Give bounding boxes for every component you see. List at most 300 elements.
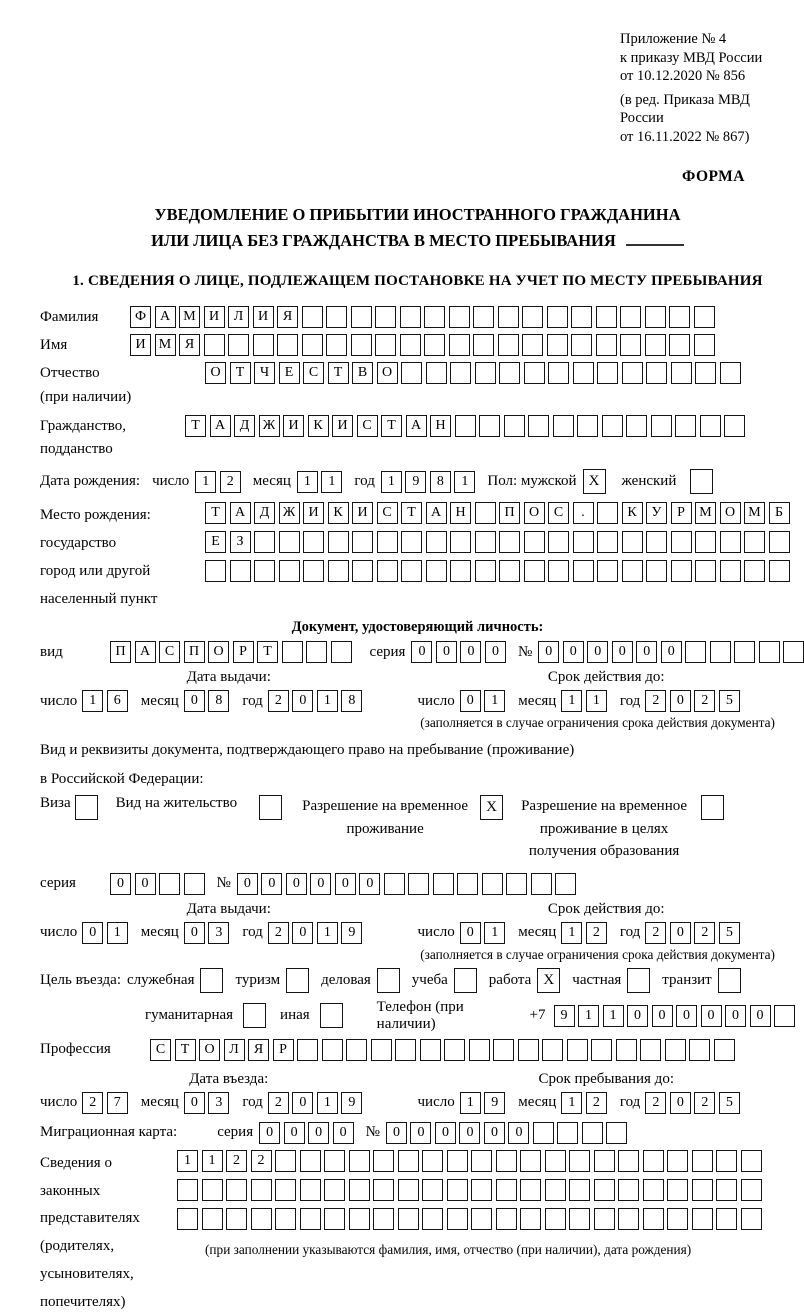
identity-doc-number-boxes[interactable] xyxy=(538,641,804,663)
char-box[interactable] xyxy=(504,415,525,437)
char-box[interactable]: О xyxy=(208,641,229,663)
char-box[interactable] xyxy=(618,1208,639,1230)
char-box[interactable] xyxy=(352,531,373,553)
char-box[interactable]: 0 xyxy=(627,1005,648,1027)
char-box[interactable]: 9 xyxy=(405,471,426,493)
char-box[interactable] xyxy=(254,560,275,582)
char-box[interactable] xyxy=(346,1039,367,1061)
char-box[interactable]: П xyxy=(499,502,520,524)
char-box[interactable]: Т xyxy=(205,502,226,524)
char-box[interactable] xyxy=(422,1208,443,1230)
char-box[interactable] xyxy=(400,306,421,328)
char-box[interactable]: Е xyxy=(279,362,300,384)
char-box[interactable]: 1 xyxy=(561,922,582,944)
char-box[interactable] xyxy=(302,306,323,328)
char-box[interactable]: 0 xyxy=(701,1005,722,1027)
char-box[interactable] xyxy=(275,1150,296,1172)
char-box[interactable]: А xyxy=(230,502,251,524)
identity-expiry-month-boxes[interactable] xyxy=(561,690,607,712)
char-box[interactable] xyxy=(774,1005,795,1027)
char-box[interactable] xyxy=(573,560,594,582)
char-box[interactable] xyxy=(724,415,745,437)
stay-month-boxes[interactable] xyxy=(561,1092,607,1114)
char-box[interactable]: 0 xyxy=(292,922,313,944)
char-box[interactable] xyxy=(447,1179,468,1201)
char-box[interactable] xyxy=(324,1179,345,1201)
char-box[interactable]: 0 xyxy=(587,641,608,663)
char-box[interactable]: А xyxy=(135,641,156,663)
char-box[interactable]: 1 xyxy=(578,1005,599,1027)
char-box[interactable] xyxy=(759,641,780,663)
char-box[interactable] xyxy=(744,531,765,553)
purpose-official-checkbox[interactable] xyxy=(200,968,223,993)
char-box[interactable] xyxy=(716,1150,737,1172)
char-box[interactable]: 0 xyxy=(110,873,131,895)
char-box[interactable] xyxy=(671,560,692,582)
char-box[interactable] xyxy=(251,1208,272,1230)
char-box[interactable]: И xyxy=(283,415,304,437)
entry-year-boxes[interactable] xyxy=(268,1092,363,1114)
char-box[interactable] xyxy=(498,334,519,356)
char-box[interactable]: Р xyxy=(233,641,254,663)
birth-month-boxes[interactable] xyxy=(297,471,343,493)
char-box[interactable] xyxy=(349,1179,370,1201)
char-box[interactable]: 0 xyxy=(652,1005,673,1027)
purpose-tourism-checkbox[interactable] xyxy=(286,968,309,993)
char-box[interactable]: 0 xyxy=(676,1005,697,1027)
char-box[interactable] xyxy=(669,306,690,328)
char-box[interactable] xyxy=(424,306,445,328)
char-box[interactable] xyxy=(597,531,618,553)
char-box[interactable] xyxy=(548,560,569,582)
char-box[interactable] xyxy=(714,1039,735,1061)
char-box[interactable]: О xyxy=(205,362,226,384)
char-box[interactable] xyxy=(496,1150,517,1172)
char-box[interactable] xyxy=(620,306,641,328)
char-box[interactable] xyxy=(455,415,476,437)
char-box[interactable] xyxy=(645,334,666,356)
char-box[interactable] xyxy=(557,1122,578,1144)
residence-issue-day-boxes[interactable] xyxy=(82,922,128,944)
identity-doc-series-boxes[interactable] xyxy=(411,641,506,663)
char-box[interactable] xyxy=(567,1039,588,1061)
char-box[interactable]: И xyxy=(332,415,353,437)
visa-checkbox[interactable] xyxy=(75,795,98,820)
char-box[interactable] xyxy=(279,531,300,553)
char-box[interactable] xyxy=(616,1039,637,1061)
char-box[interactable] xyxy=(475,531,496,553)
char-box[interactable] xyxy=(475,502,496,524)
char-box[interactable] xyxy=(303,560,324,582)
char-box[interactable] xyxy=(377,531,398,553)
char-box[interactable] xyxy=(375,334,396,356)
char-box[interactable] xyxy=(322,1039,343,1061)
char-box[interactable] xyxy=(420,1039,441,1061)
residence-expiry-year-boxes[interactable] xyxy=(645,922,740,944)
purpose-private-checkbox[interactable] xyxy=(627,968,650,993)
char-box[interactable] xyxy=(450,560,471,582)
char-box[interactable] xyxy=(184,873,205,895)
char-box[interactable] xyxy=(471,1150,492,1172)
purpose-humanitarian-checkbox[interactable] xyxy=(243,1003,266,1028)
char-box[interactable]: И xyxy=(204,306,225,328)
char-box[interactable]: К xyxy=(328,502,349,524)
char-box[interactable] xyxy=(449,334,470,356)
char-box[interactable] xyxy=(401,531,422,553)
char-box[interactable]: 2 xyxy=(251,1150,272,1172)
birth-day-boxes[interactable] xyxy=(195,471,241,493)
char-box[interactable]: 0 xyxy=(612,641,633,663)
char-box[interactable] xyxy=(545,1208,566,1230)
residence-doc-number-boxes[interactable] xyxy=(237,873,577,895)
residence-issue-year-boxes[interactable] xyxy=(268,922,363,944)
char-box[interactable] xyxy=(398,1179,419,1201)
char-box[interactable]: К xyxy=(308,415,329,437)
char-box[interactable]: . xyxy=(573,502,594,524)
char-box[interactable] xyxy=(569,1150,590,1172)
char-box[interactable] xyxy=(422,1150,443,1172)
char-box[interactable] xyxy=(531,873,552,895)
char-box[interactable] xyxy=(645,306,666,328)
char-box[interactable]: 1 xyxy=(177,1150,198,1172)
char-box[interactable]: А xyxy=(426,502,447,524)
birth-year-boxes[interactable] xyxy=(381,471,476,493)
char-box[interactable]: Я xyxy=(277,306,298,328)
char-box[interactable] xyxy=(499,531,520,553)
birth-place-boxes-row1[interactable] xyxy=(205,502,790,524)
sex-female-checkbox[interactable] xyxy=(690,469,713,494)
purpose-other-checkbox[interactable] xyxy=(320,1003,343,1028)
char-box[interactable]: Д xyxy=(234,415,255,437)
char-box[interactable]: 0 xyxy=(284,1122,305,1144)
char-box[interactable]: С xyxy=(150,1039,171,1061)
char-box[interactable]: К xyxy=(622,502,643,524)
char-box[interactable] xyxy=(695,560,716,582)
char-box[interactable] xyxy=(324,1150,345,1172)
char-box[interactable] xyxy=(373,1208,394,1230)
identity-expiry-day-boxes[interactable] xyxy=(460,690,506,712)
char-box[interactable]: И xyxy=(352,502,373,524)
char-box[interactable] xyxy=(569,1208,590,1230)
char-box[interactable] xyxy=(594,1179,615,1201)
firstname-boxes[interactable] xyxy=(130,334,715,356)
char-box[interactable]: Ж xyxy=(259,415,280,437)
char-box[interactable] xyxy=(326,306,347,328)
char-box[interactable] xyxy=(622,560,643,582)
char-box[interactable] xyxy=(226,1179,247,1201)
char-box[interactable] xyxy=(424,334,445,356)
char-box[interactable]: 1 xyxy=(107,922,128,944)
char-box[interactable] xyxy=(398,1208,419,1230)
identity-issue-month-boxes[interactable] xyxy=(184,690,230,712)
char-box[interactable] xyxy=(622,362,643,384)
char-box[interactable] xyxy=(469,1039,490,1061)
char-box[interactable] xyxy=(646,560,667,582)
char-box[interactable] xyxy=(205,560,226,582)
char-box[interactable] xyxy=(371,1039,392,1061)
char-box[interactable]: И xyxy=(253,306,274,328)
char-box[interactable] xyxy=(351,334,372,356)
char-box[interactable]: Р xyxy=(671,502,692,524)
char-box[interactable]: М xyxy=(179,306,200,328)
char-box[interactable]: 2 xyxy=(694,690,715,712)
char-box[interactable]: 5 xyxy=(719,922,740,944)
char-box[interactable] xyxy=(769,560,790,582)
char-box[interactable] xyxy=(528,415,549,437)
char-box[interactable] xyxy=(349,1150,370,1172)
char-box[interactable] xyxy=(395,1039,416,1061)
char-box[interactable]: Л xyxy=(224,1039,245,1061)
char-box[interactable]: С xyxy=(303,362,324,384)
char-box[interactable] xyxy=(351,306,372,328)
char-box[interactable]: Т xyxy=(175,1039,196,1061)
char-box[interactable] xyxy=(646,531,667,553)
char-box[interactable] xyxy=(720,560,741,582)
char-box[interactable]: 0 xyxy=(184,690,205,712)
char-box[interactable] xyxy=(591,1039,612,1061)
char-box[interactable]: 0 xyxy=(261,873,282,895)
char-box[interactable] xyxy=(349,1208,370,1230)
char-box[interactable] xyxy=(626,415,647,437)
migration-card-series-boxes[interactable] xyxy=(259,1122,354,1144)
char-box[interactable]: Е xyxy=(205,531,226,553)
char-box[interactable] xyxy=(426,362,447,384)
char-box[interactable] xyxy=(328,560,349,582)
char-box[interactable] xyxy=(524,560,545,582)
char-box[interactable]: 0 xyxy=(750,1005,771,1027)
char-box[interactable] xyxy=(496,1179,517,1201)
char-box[interactable] xyxy=(475,560,496,582)
char-box[interactable]: С xyxy=(159,641,180,663)
char-box[interactable]: 0 xyxy=(538,641,559,663)
char-box[interactable] xyxy=(375,306,396,328)
char-box[interactable]: З xyxy=(230,531,251,553)
char-box[interactable] xyxy=(720,362,741,384)
char-box[interactable] xyxy=(671,362,692,384)
char-box[interactable]: 2 xyxy=(586,1092,607,1114)
char-box[interactable] xyxy=(498,306,519,328)
char-box[interactable]: В xyxy=(352,362,373,384)
char-box[interactable]: 1 xyxy=(484,690,505,712)
char-box[interactable]: 2 xyxy=(226,1150,247,1172)
char-box[interactable]: 1 xyxy=(454,471,475,493)
char-box[interactable]: 1 xyxy=(586,690,607,712)
char-box[interactable] xyxy=(202,1179,223,1201)
char-box[interactable] xyxy=(277,334,298,356)
char-box[interactable] xyxy=(300,1150,321,1172)
char-box[interactable]: Т xyxy=(381,415,402,437)
char-box[interactable]: Р xyxy=(273,1039,294,1061)
char-box[interactable]: Т xyxy=(401,502,422,524)
char-box[interactable] xyxy=(422,1179,443,1201)
char-box[interactable] xyxy=(651,415,672,437)
char-box[interactable]: А xyxy=(155,306,176,328)
char-box[interactable]: 1 xyxy=(202,1150,223,1172)
char-box[interactable]: 0 xyxy=(508,1122,529,1144)
char-box[interactable]: Я xyxy=(179,334,200,356)
char-box[interactable] xyxy=(352,560,373,582)
char-box[interactable]: 0 xyxy=(435,1122,456,1144)
char-box[interactable]: 0 xyxy=(308,1122,329,1144)
char-box[interactable]: 0 xyxy=(259,1122,280,1144)
char-box[interactable]: 0 xyxy=(460,641,481,663)
purpose-transit-checkbox[interactable] xyxy=(718,968,741,993)
char-box[interactable] xyxy=(571,306,592,328)
char-box[interactable] xyxy=(700,415,721,437)
char-box[interactable] xyxy=(447,1150,468,1172)
char-box[interactable] xyxy=(493,1039,514,1061)
char-box[interactable] xyxy=(471,1208,492,1230)
char-box[interactable]: 2 xyxy=(268,1092,289,1114)
char-box[interactable] xyxy=(202,1208,223,1230)
char-box[interactable] xyxy=(408,873,429,895)
char-box[interactable] xyxy=(282,641,303,663)
purpose-work-checkbox[interactable]: X xyxy=(537,968,560,993)
char-box[interactable] xyxy=(326,334,347,356)
char-box[interactable] xyxy=(542,1039,563,1061)
char-box[interactable]: 0 xyxy=(292,690,313,712)
char-box[interactable]: 0 xyxy=(333,1122,354,1144)
char-box[interactable]: 0 xyxy=(460,922,481,944)
char-box[interactable]: 9 xyxy=(341,1092,362,1114)
char-box[interactable]: И xyxy=(130,334,151,356)
char-box[interactable] xyxy=(444,1039,465,1061)
char-box[interactable] xyxy=(275,1179,296,1201)
char-box[interactable] xyxy=(744,560,765,582)
char-box[interactable] xyxy=(496,1208,517,1230)
char-box[interactable] xyxy=(450,531,471,553)
char-box[interactable]: 2 xyxy=(645,922,666,944)
birth-place-boxes-row3[interactable] xyxy=(205,560,790,582)
char-box[interactable] xyxy=(297,1039,318,1061)
char-box[interactable] xyxy=(548,362,569,384)
char-box[interactable]: 1 xyxy=(561,1092,582,1114)
char-box[interactable] xyxy=(159,873,180,895)
char-box[interactable]: 1 xyxy=(317,1092,338,1114)
char-box[interactable]: 1 xyxy=(484,922,505,944)
stay-year-boxes[interactable] xyxy=(645,1092,740,1114)
char-box[interactable]: 0 xyxy=(237,873,258,895)
char-box[interactable]: М xyxy=(155,334,176,356)
char-box[interactable] xyxy=(545,1150,566,1172)
profession-boxes[interactable] xyxy=(150,1039,735,1061)
char-box[interactable] xyxy=(694,306,715,328)
char-box[interactable]: 2 xyxy=(694,922,715,944)
char-box[interactable] xyxy=(533,1122,554,1144)
char-box[interactable]: 0 xyxy=(411,641,432,663)
char-box[interactable] xyxy=(499,362,520,384)
entry-month-boxes[interactable] xyxy=(184,1092,230,1114)
char-box[interactable] xyxy=(254,531,275,553)
char-box[interactable] xyxy=(671,531,692,553)
char-box[interactable]: 1 xyxy=(317,690,338,712)
char-box[interactable] xyxy=(324,1208,345,1230)
char-box[interactable]: Т xyxy=(257,641,278,663)
char-box[interactable]: П xyxy=(184,641,205,663)
char-box[interactable] xyxy=(720,531,741,553)
char-box[interactable] xyxy=(597,502,618,524)
char-box[interactable]: 6 xyxy=(107,690,128,712)
citizenship-boxes[interactable] xyxy=(185,415,745,437)
char-box[interactable] xyxy=(303,531,324,553)
char-box[interactable]: С xyxy=(377,502,398,524)
char-box[interactable]: О xyxy=(199,1039,220,1061)
char-box[interactable]: С xyxy=(548,502,569,524)
char-box[interactable] xyxy=(426,560,447,582)
char-box[interactable] xyxy=(230,560,251,582)
char-box[interactable] xyxy=(643,1179,664,1201)
char-box[interactable] xyxy=(426,531,447,553)
char-box[interactable] xyxy=(692,1208,713,1230)
char-box[interactable] xyxy=(734,641,755,663)
char-box[interactable] xyxy=(596,306,617,328)
stay-day-boxes[interactable] xyxy=(460,1092,506,1114)
char-box[interactable] xyxy=(692,1150,713,1172)
surname-boxes[interactable] xyxy=(130,306,715,328)
char-box[interactable]: Т xyxy=(328,362,349,384)
char-box[interactable]: О xyxy=(524,502,545,524)
char-box[interactable]: А xyxy=(406,415,427,437)
char-box[interactable] xyxy=(695,362,716,384)
char-box[interactable]: М xyxy=(744,502,765,524)
char-box[interactable]: П xyxy=(110,641,131,663)
char-box[interactable]: 5 xyxy=(719,1092,740,1114)
residence-issue-month-boxes[interactable] xyxy=(184,922,230,944)
char-box[interactable]: Т xyxy=(185,415,206,437)
char-box[interactable]: 9 xyxy=(484,1092,505,1114)
char-box[interactable]: Д xyxy=(254,502,275,524)
char-box[interactable]: 1 xyxy=(603,1005,624,1027)
char-box[interactable] xyxy=(602,415,623,437)
char-box[interactable] xyxy=(520,1150,541,1172)
birth-place-boxes-row2[interactable] xyxy=(205,531,790,553)
char-box[interactable] xyxy=(522,334,543,356)
char-box[interactable]: 9 xyxy=(341,922,362,944)
char-box[interactable] xyxy=(667,1179,688,1201)
char-box[interactable]: 0 xyxy=(82,922,103,944)
char-box[interactable] xyxy=(618,1150,639,1172)
purpose-study-checkbox[interactable] xyxy=(454,968,477,993)
char-box[interactable]: 0 xyxy=(661,641,682,663)
char-box[interactable]: 0 xyxy=(386,1122,407,1144)
char-box[interactable]: 0 xyxy=(184,922,205,944)
char-box[interactable] xyxy=(569,1179,590,1201)
char-box[interactable] xyxy=(479,415,500,437)
char-box[interactable] xyxy=(675,415,696,437)
char-box[interactable]: 5 xyxy=(719,690,740,712)
temp-permit-checkbox[interactable]: X xyxy=(480,795,503,820)
entry-day-boxes[interactable] xyxy=(82,1092,128,1114)
char-box[interactable] xyxy=(306,641,327,663)
char-box[interactable] xyxy=(482,873,503,895)
char-box[interactable] xyxy=(447,1208,468,1230)
char-box[interactable] xyxy=(594,1150,615,1172)
char-box[interactable]: 0 xyxy=(335,873,356,895)
char-box[interactable] xyxy=(471,1179,492,1201)
char-box[interactable] xyxy=(555,873,576,895)
char-box[interactable]: 1 xyxy=(321,471,342,493)
char-box[interactable]: 2 xyxy=(586,922,607,944)
char-box[interactable]: 2 xyxy=(82,1092,103,1114)
char-box[interactable] xyxy=(597,362,618,384)
char-box[interactable] xyxy=(520,1208,541,1230)
char-box[interactable]: Т xyxy=(230,362,251,384)
char-box[interactable]: 0 xyxy=(485,641,506,663)
char-box[interactable] xyxy=(302,334,323,356)
char-box[interactable] xyxy=(228,334,249,356)
char-box[interactable]: 1 xyxy=(297,471,318,493)
char-box[interactable]: 0 xyxy=(484,1122,505,1144)
